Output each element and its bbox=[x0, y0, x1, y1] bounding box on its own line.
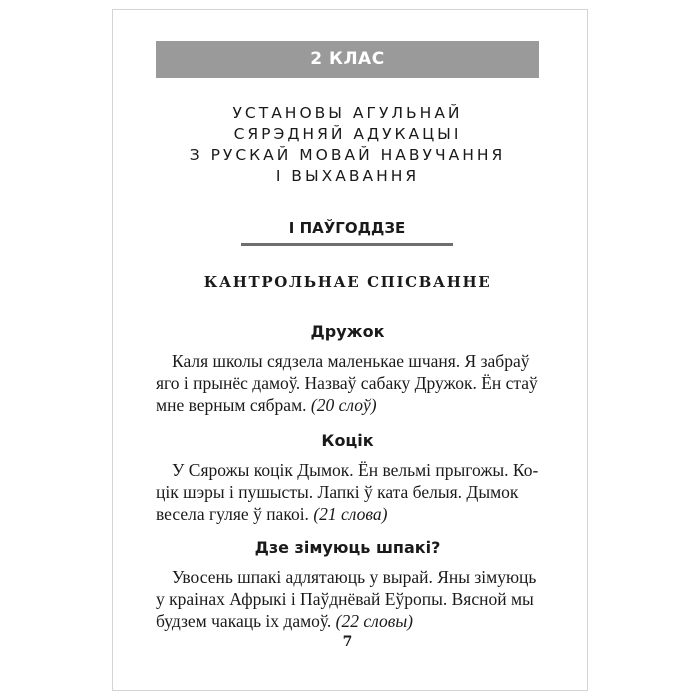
text-line: у краінах Афрыкі і Паўднёвай Еўропы. Вясной мы bbox=[156, 589, 534, 609]
institution-line: З РУСКАЙ МОВАЙ НАВУЧАННЯ bbox=[189, 146, 506, 164]
text-line: Каля школы сядзела маленькае шчаня. Я забраў bbox=[172, 351, 530, 371]
grade-banner: 2 КЛАС bbox=[156, 41, 539, 78]
text-title-kotsik: Коцік bbox=[321, 431, 374, 450]
institution-line: УСТАНОВЫ АГУЛЬНАЙ bbox=[232, 104, 463, 122]
text-body-shpaki bbox=[156, 566, 539, 632]
text-line-last bbox=[156, 394, 539, 416]
text-line-last bbox=[156, 610, 539, 632]
quarter-underline bbox=[241, 243, 453, 246]
text-line: Увосень шпакі адлятаюць у вырай. Яны зімуюць bbox=[172, 567, 537, 587]
text-fragment: весела гуляе ў пакоі. bbox=[156, 504, 314, 524]
institution-line: СЯРЭДНЯЙ АДУКАЦЫІ bbox=[233, 125, 462, 143]
institution-line: І ВЫХАВАННЯ bbox=[275, 167, 420, 185]
text-fragment: будзем чакаць іх дамоў. bbox=[156, 611, 336, 631]
text-line: цік шэры і пушысты. Лапкі ў ката белыя. Дымок bbox=[156, 482, 519, 502]
text-line: яго і прынёс дамоў. Назваў сабаку Дружок. Ён стаў bbox=[156, 373, 538, 393]
text-line: У Сярожы коцік Дымок. Ён вельмі прыгожы. Ко- bbox=[172, 460, 539, 480]
text-title-druzhok: Дружок bbox=[310, 322, 385, 341]
text-body-druzhok bbox=[156, 350, 539, 416]
page-number: 7 bbox=[342, 634, 353, 650]
text-line-last bbox=[156, 503, 539, 525]
text-body-kotsik bbox=[156, 459, 539, 525]
text-fragment: мне верным сябрам. bbox=[156, 395, 311, 415]
quarter-heading: І ПАЎГОДДЗЕ bbox=[288, 219, 406, 237]
section-title: КАНТРОЛЬНАЕ СПІСВАННЕ bbox=[203, 273, 492, 291]
word-count: (21 слова) bbox=[313, 504, 388, 524]
text-title-shpaki: Дзе зімуюць шпакі? bbox=[254, 538, 441, 557]
word-count: (20 слоў) bbox=[310, 395, 377, 415]
word-count: (22 словы) bbox=[335, 611, 414, 631]
institution-heading bbox=[156, 103, 539, 187]
